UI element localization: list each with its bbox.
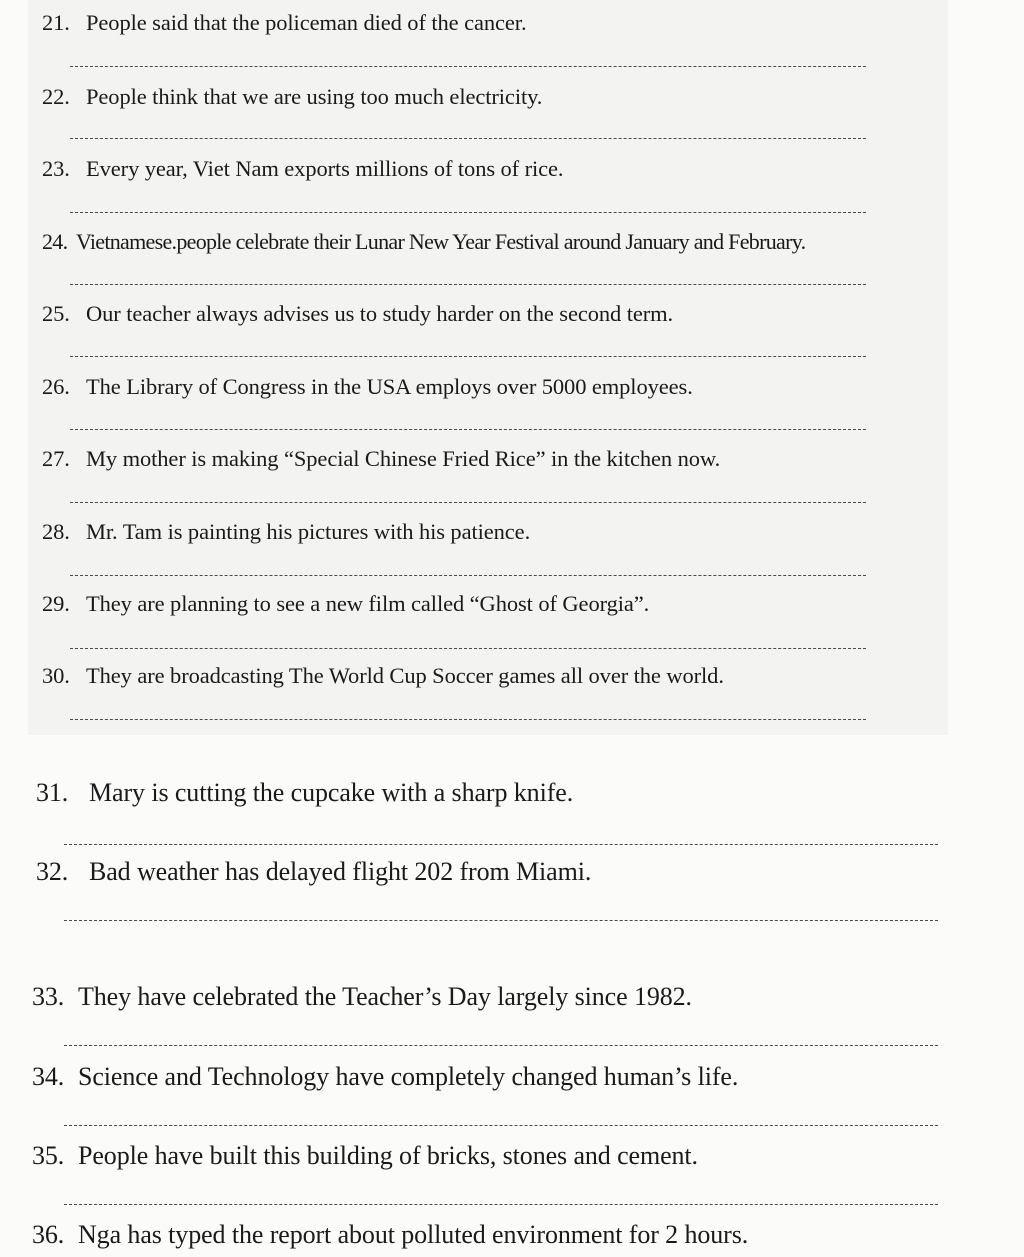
exercise-number: 26. (42, 374, 70, 399)
exercise-item-25 (42, 301, 673, 327)
exercise-sentence: Nga has typed the report about polluted environment for 2 hours. (78, 1220, 749, 1249)
exercise-item-34 (32, 1062, 738, 1092)
answer-line-22 (70, 138, 866, 139)
exercise-item-28 (42, 519, 530, 545)
exercise-number: 35. (32, 1141, 65, 1170)
answer-line-29 (70, 648, 866, 649)
exercise-number: 36. (32, 1220, 65, 1249)
exercise-sentence: People have built this building of bricks, stones and cement. (78, 1141, 698, 1170)
answer-line-33 (64, 1045, 938, 1046)
exercise-number: 34. (32, 1062, 65, 1091)
worksheet-upper-sheet (28, 0, 948, 735)
exercise-item-36 (32, 1220, 748, 1250)
exercise-sentence: People said that the policeman died of the cancer. (86, 10, 527, 35)
exercise-number: 29. (42, 591, 70, 616)
exercise-number: 31. (36, 778, 69, 807)
exercise-item-23 (42, 156, 563, 182)
exercise-sentence: They are planning to see a new film called “Ghost of Georgia”. (86, 591, 650, 616)
answer-line-31 (64, 844, 938, 845)
exercise-sentence: My mother is making “Special Chinese Fried Rice” in the kitchen now. (86, 446, 721, 471)
answer-line-28 (70, 575, 866, 576)
exercise-number: 33. (32, 982, 65, 1011)
answer-line-26 (70, 429, 866, 430)
exercise-sentence: Vietnamese.people celebrate their Lunar New Year Festival around January and February. (76, 229, 806, 254)
exercise-number: 30. (42, 663, 70, 688)
answer-line-23 (70, 212, 866, 213)
exercise-item-32 (36, 857, 591, 887)
answer-line-30 (70, 719, 866, 720)
answer-line-24 (70, 284, 866, 285)
exercise-item-33 (32, 982, 692, 1012)
exercise-sentence: Our teacher always advises us to study harder on the second term. (86, 301, 674, 326)
exercise-number: 32. (36, 857, 69, 886)
exercise-number: 28. (42, 519, 70, 544)
exercise-number: 21. (42, 10, 70, 35)
exercise-item-21 (42, 10, 526, 36)
exercise-sentence: Science and Technology have completely changed human’s life. (78, 1062, 739, 1091)
exercise-item-26 (42, 374, 693, 400)
answer-line-21 (70, 66, 866, 67)
exercise-item-35 (32, 1141, 698, 1171)
exercise-item-29 (42, 591, 649, 617)
exercise-sentence: They have celebrated the Teacher’s Day largely since 1982. (78, 982, 692, 1011)
answer-line-25 (70, 356, 866, 357)
exercise-item-31 (36, 778, 573, 808)
exercise-number: 22. (42, 84, 70, 109)
exercise-item-27 (42, 446, 720, 472)
answer-line-27 (70, 502, 866, 503)
exercise-sentence: The Library of Congress in the USA employs over 5000 employees. (86, 374, 693, 399)
exercise-number: 24. (42, 229, 68, 254)
exercise-sentence: Mary is cutting the cupcake with a sharp knife. (89, 778, 574, 807)
answer-line-35 (64, 1204, 938, 1205)
exercise-number: 27. (42, 446, 70, 471)
exercise-item-30 (42, 663, 724, 689)
exercise-sentence: Every year, Viet Nam exports millions of tons of rice. (86, 156, 564, 181)
exercise-number: 25. (42, 301, 70, 326)
exercise-item-22 (42, 84, 542, 110)
exercise-item-24 (42, 229, 805, 255)
exercise-sentence: Mr. Tam is painting his pictures with his patience. (86, 519, 531, 544)
exercise-sentence: People think that we are using too much electricity. (86, 84, 543, 109)
answer-line-34 (64, 1125, 938, 1126)
exercise-sentence: They are broadcasting The World Cup Soccer games all over the world. (86, 663, 724, 688)
exercise-sentence: Bad weather has delayed flight 202 from Miami. (89, 857, 592, 886)
answer-line-32 (64, 920, 938, 921)
exercise-number: 23. (42, 156, 70, 181)
